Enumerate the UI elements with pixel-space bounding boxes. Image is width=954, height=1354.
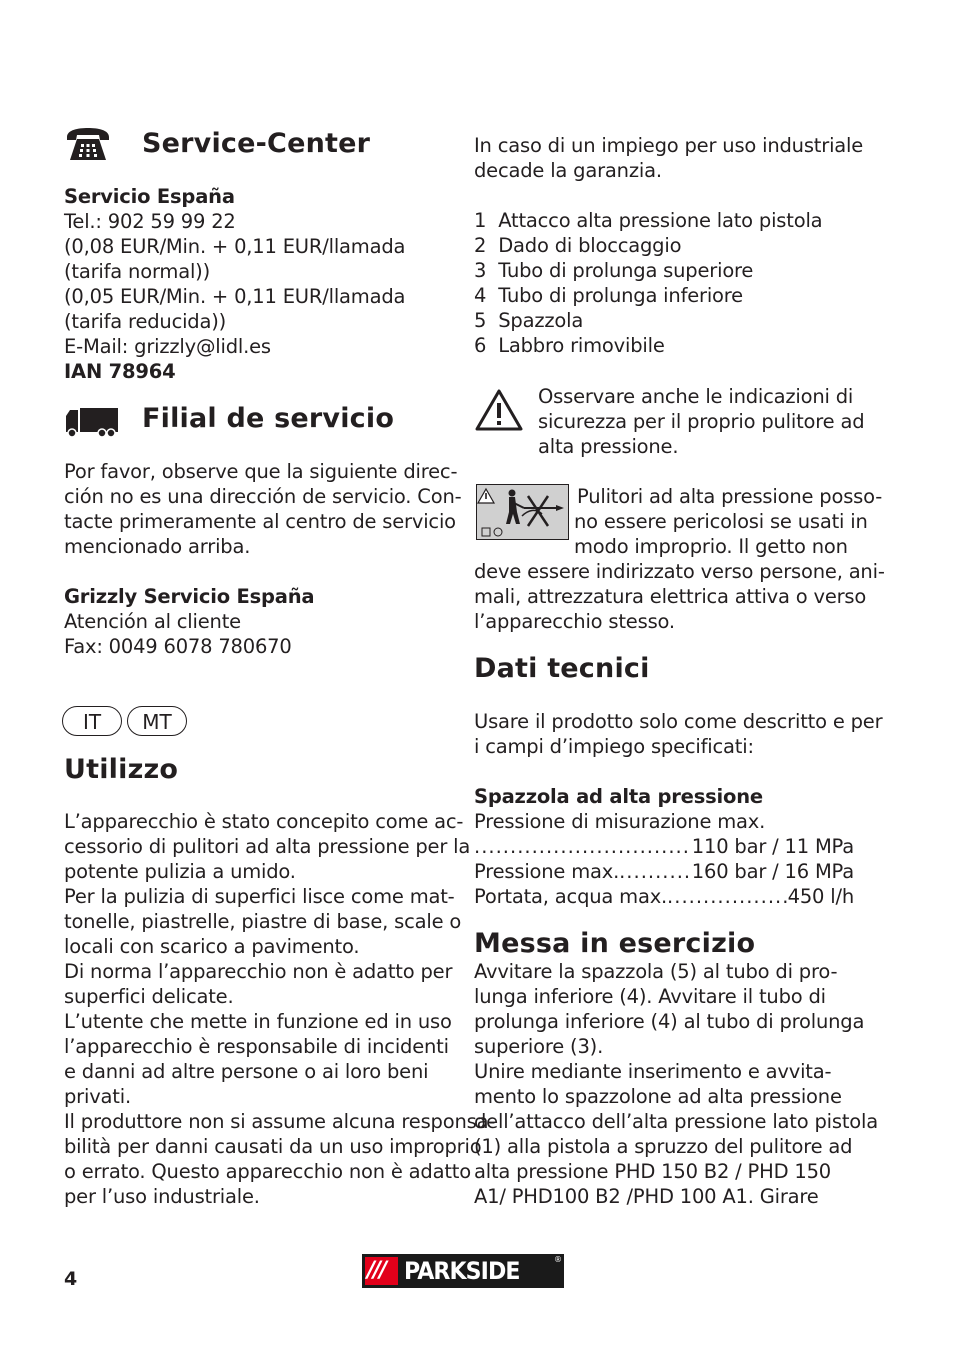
- service-center-heading: Service-Center: [142, 128, 371, 159]
- utilizzo-line: Per la pulizia di superfici lisce come mat-: [64, 885, 455, 908]
- spec-label: Pressione max.: [474, 860, 620, 883]
- warning2-line: Pulitori ad alta pressione posso-: [577, 485, 883, 508]
- spec-leader-dots: [474, 834, 692, 859]
- messa-line: lunga inferiore (4). Avvitare il tubo di: [474, 985, 826, 1008]
- utilizzo-line: tonelle, piastrelle, piastre di base, scale o: [64, 910, 462, 933]
- truck-icon: [64, 406, 120, 438]
- dati-heading: Dati tecnici: [474, 653, 650, 684]
- warning2-line: no essere pericolosi se usati in: [574, 510, 868, 533]
- service-line: (0,08 EUR/Min. + 0,11 EUR/llamada: [64, 235, 406, 258]
- utilizzo-line: superfici delicate.: [64, 985, 234, 1008]
- filial-paragraph-line: tacte primeramente al centro de servicio: [64, 510, 456, 533]
- spec-label: Portata, acqua max.: [474, 885, 668, 908]
- filial-paragraph-line: mencionado arriba.: [64, 535, 251, 558]
- messa-line: dell’attacco dell’alta pressione lato pistola: [474, 1110, 878, 1133]
- filial-address-line: Atención al cliente: [64, 610, 241, 633]
- intro-line: decade la garanzia.: [474, 159, 662, 182]
- page-number: 4: [64, 1268, 78, 1290]
- spec-row: [474, 859, 854, 884]
- messa-line: (1) alla pistola a spruzzo del pulitore ad: [474, 1135, 853, 1158]
- parkside-logo: [362, 1254, 564, 1288]
- spec-value: 450 l/h: [787, 885, 854, 908]
- spray-hazard-pictogram-icon: [476, 484, 569, 540]
- warning1-line: alta pressione.: [538, 435, 679, 458]
- service-line: Servicio España: [64, 185, 235, 208]
- spec-row: [474, 884, 854, 909]
- messa-heading: Messa in esercizio: [474, 928, 756, 959]
- utilizzo-line: cessorio di pulitori ad alta pressione per la: [64, 835, 471, 858]
- utilizzo-line: L’utente che mette in funzione ed in uso: [64, 1010, 452, 1033]
- service-line: (tarifa reducida)): [64, 310, 227, 333]
- service-line: Tel.: 902 59 99 22: [64, 210, 236, 233]
- utilizzo-line: Di norma l’apparecchio non è adatto per: [64, 960, 453, 983]
- warning2-line: l’apparecchio stesso.: [474, 610, 675, 633]
- warning-triangle-icon: [474, 388, 524, 432]
- messa-line: Avvitare la spazzola (5) al tubo di pro-: [474, 960, 838, 983]
- warning2-line: mali, attrezzatura elettrica attiva o verso: [474, 585, 867, 608]
- service-ian: IAN 78964: [64, 360, 176, 383]
- language-badge-it: IT: [62, 706, 122, 736]
- logo-brand-text: PARKSIDE: [404, 1257, 520, 1285]
- dati-intro-line: i campi d’impiego specificati:: [474, 735, 754, 758]
- part-item: 3 Tubo di prolunga superiore: [474, 259, 754, 282]
- filial-fax: Fax: 0049 6078 780670: [64, 635, 292, 658]
- warning2-line: modo improprio. Il getto non: [574, 535, 848, 558]
- utilizzo-line: l’apparecchio è responsabile di incidenti: [64, 1035, 449, 1058]
- spec-leader-dots: [619, 859, 692, 884]
- logo-registered-mark: ®: [554, 1255, 562, 1264]
- telephone-icon: [64, 126, 112, 162]
- filial-paragraph-line: Por favor, observe que la siguiente direc-: [64, 460, 458, 483]
- messa-line: mento lo spazzolone ad alta pressione: [474, 1085, 842, 1108]
- spec-label: Pressione di misurazione max.: [474, 810, 766, 833]
- utilizzo-line: per l’uso industriale.: [64, 1185, 260, 1208]
- filial-heading: Filial de servicio: [142, 403, 395, 434]
- service-line: (0,05 EUR/Min. + 0,11 EUR/llamada: [64, 285, 406, 308]
- filial-paragraph-line: ción no es una dirección de servicio. Con-: [64, 485, 462, 508]
- utilizzo-line: locali con scarico a pavimento.: [64, 935, 360, 958]
- utilizzo-line: o errato. Questo apparecchio non è adatto: [64, 1160, 471, 1183]
- spec-row: [474, 834, 854, 859]
- utilizzo-line: potente pulizia a umido.: [64, 860, 296, 883]
- filial-address-title: Grizzly Servicio España: [64, 585, 315, 608]
- utilizzo-line: privati.: [64, 1085, 131, 1108]
- utilizzo-line: L’apparecchio è stato concepito come ac-: [64, 810, 464, 833]
- intro-line: In caso di un impiego per uso industriale: [474, 134, 864, 157]
- spec-value: 160 bar / 16 MPa: [691, 860, 854, 883]
- messa-line: alta pressione PHD 150 B2 / PHD 150: [474, 1160, 832, 1183]
- messa-line: superiore (3).: [474, 1035, 604, 1058]
- warning1-line: Osservare anche le indicazioni di: [538, 385, 854, 408]
- language-badge-mt: MT: [127, 706, 187, 736]
- utilizzo-line: Il produttore non si assume alcuna responsa-: [64, 1110, 496, 1133]
- service-email: E-Mail: grizzly@lidl.es: [64, 335, 271, 358]
- utilizzo-line: e danni ad altre persone o ai loro beni: [64, 1060, 429, 1083]
- part-item: 1 Attacco alta pressione lato pistola: [474, 209, 823, 232]
- part-item: 2 Dado di bloccaggio: [474, 234, 682, 257]
- part-item: 5 Spazzola: [474, 309, 584, 332]
- dati-subheading: Spazzola ad alta pressione: [474, 785, 763, 808]
- messa-line: Unire mediante inserimento e avvita-: [474, 1060, 832, 1083]
- logo-slashes: ///: [367, 1258, 386, 1283]
- messa-line: prolunga inferiore (4) al tubo di prolunga: [474, 1010, 865, 1033]
- dati-intro-line: Usare il prodotto solo come descritto e per: [474, 710, 883, 733]
- warning2-line: deve essere indirizzato verso persone, ani-: [474, 560, 885, 583]
- part-item: 6 Labbro rimovibile: [474, 334, 665, 357]
- utilizzo-line: bilità per danni causati da un uso improprio: [64, 1135, 482, 1158]
- messa-line: A1/ PHD100 B2 /PHD 100 A1. Girare: [474, 1185, 819, 1208]
- spec-leader-dots: [667, 884, 788, 909]
- spec-value: 110 bar / 11 MPa: [691, 835, 854, 858]
- part-item: 4 Tubo di prolunga inferiore: [474, 284, 743, 307]
- warning1-line: sicurezza per il proprio pulitore ad: [538, 410, 865, 433]
- utilizzo-heading: Utilizzo: [64, 754, 179, 785]
- service-line: (tarifa normal)): [64, 260, 210, 283]
